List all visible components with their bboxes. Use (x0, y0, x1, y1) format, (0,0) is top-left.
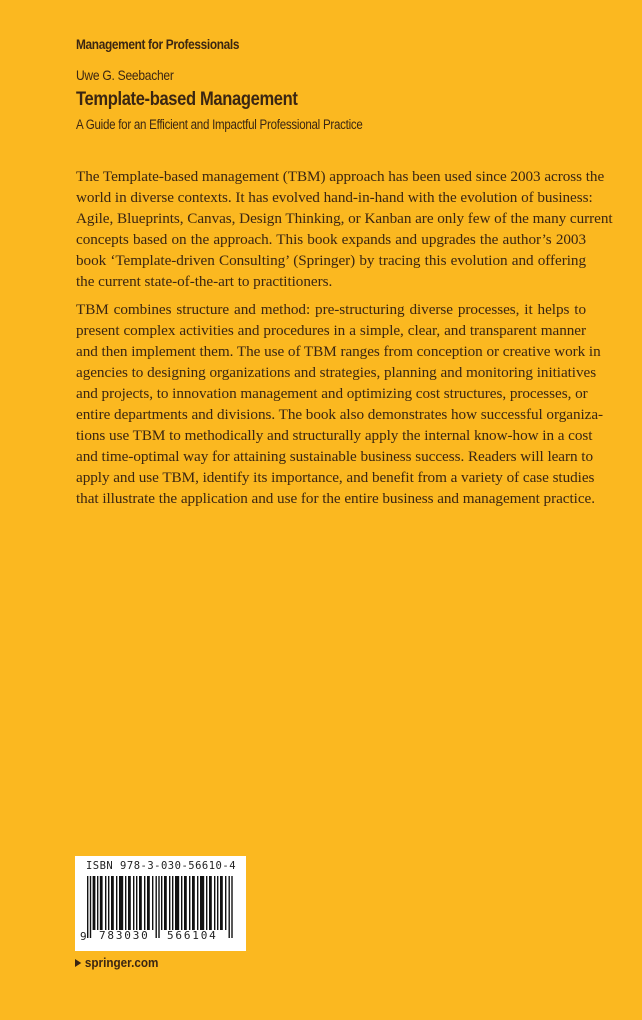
text-line: that illustrate the application and use for the entire business and management practice. (76, 490, 595, 507)
blurb-paragraph-2 (76, 299, 604, 509)
barcode-lead-digit: 9 (80, 930, 87, 943)
text-line: The Template-based management (TBM) approach has been used since 2003 across the (76, 168, 605, 185)
text-line: entire departments and divisions. The book also demonstrates how successful organiza- (76, 406, 604, 423)
publisher-link[interactable] (75, 955, 158, 970)
blurb-paragraph-1 (76, 166, 613, 292)
text-line: and projects, to innovation management and optimizing cost structures, processes, or (76, 385, 588, 402)
text-line: tions use TBM to methodically and structurally apply the internal know-how in a cost (76, 427, 593, 444)
text-line: and then implement them. The use of TBM ranges from conception or creative work in (76, 343, 601, 360)
text-line: agencies to designing organizations and strategies, planning and monitoring initiatives (76, 364, 597, 381)
barcode-digits-left: 783030 (99, 929, 150, 942)
isbn-barcode (75, 856, 246, 951)
blurb (76, 166, 613, 509)
series-name: Management for Professionals (76, 37, 240, 52)
book-title: Template-based Management (76, 89, 298, 110)
text-line: the current state-of-the-art to practitioners. (76, 273, 333, 290)
text-line: present complex activities and procedures in a simple, clear, and transparent manner (76, 322, 586, 339)
triangle-right-icon (75, 959, 81, 967)
text-line: world in diverse contexts. It has evolved hand-in-hand with the evolution of business: (76, 189, 593, 206)
text-line: concepts based on the approach. This book expands and upgrades the author’s 2003 (76, 231, 586, 248)
text-line: TBM combines structure and method: pre-structuring diverse processes, it helps to (76, 301, 586, 318)
publisher-link-text[interactable]: springer.com (84, 955, 159, 970)
text-line: Agile, Blueprints, Canvas, Design Thinking, or Kanban are only few of the many current (76, 210, 613, 227)
book-subtitle: A Guide for an Efficient and Impactful Professional Practice (76, 117, 363, 132)
author-name: Uwe G. Seebacher (76, 67, 174, 83)
text-line: and time-optimal way for attaining sustainable business success. Readers will learn to (76, 448, 594, 465)
text-line: book ‘Template-driven Consulting’ (Springer) by tracing this evolution and offering (76, 252, 586, 269)
barcode-digits-right: 566104 (167, 929, 218, 942)
isbn-label: ISBN 978-3-030-56610-4 (85, 860, 237, 872)
text-line: apply and use TBM, identify its importance, and benefit from a variety of case studies (76, 469, 595, 486)
